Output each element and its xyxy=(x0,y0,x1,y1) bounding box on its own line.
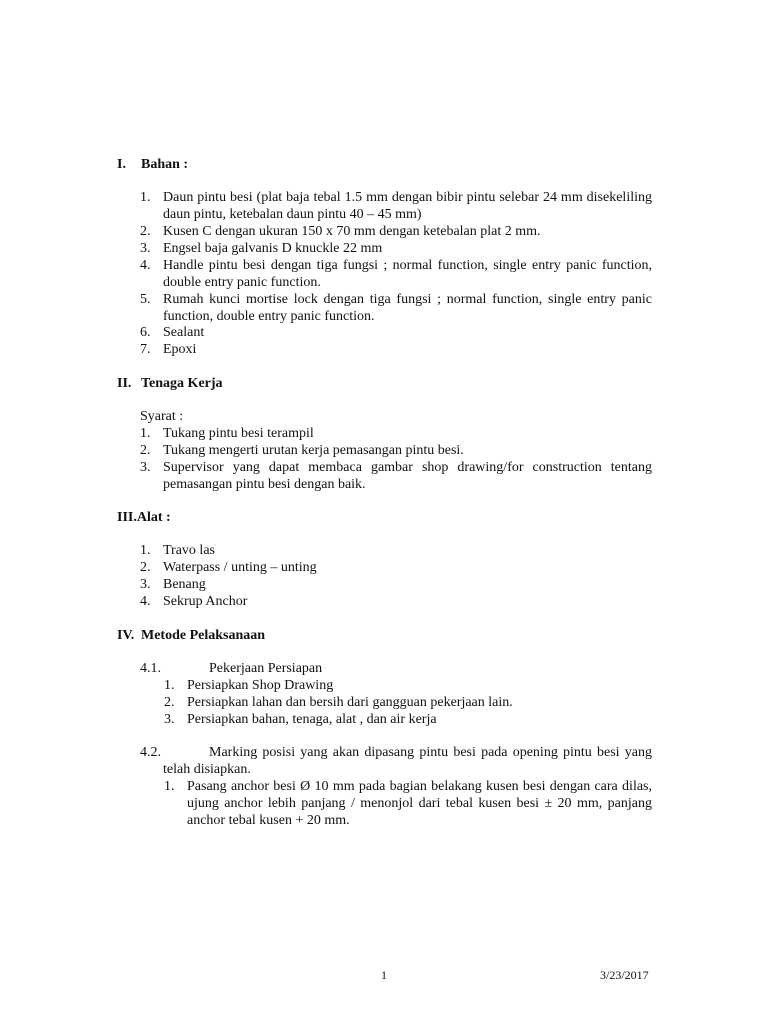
section-title: Bahan : xyxy=(141,157,189,172)
list-item xyxy=(140,341,652,358)
section-number: III. xyxy=(117,510,137,525)
list-number: 7. xyxy=(140,342,151,357)
list-text: Persiapkan lahan dan bersih dari gangguan pekerjaan lain. xyxy=(187,695,513,710)
list-number: 4. xyxy=(140,258,151,273)
list-text: Rumah kunci mortise lock dengan tiga fungsi ; normal function, single entry panic function, double entry panic function. xyxy=(163,292,652,324)
list-item xyxy=(164,711,652,728)
footer-date: 3/23/2017 xyxy=(600,968,649,982)
list-number: 2. xyxy=(140,560,151,575)
subsection-4-2 xyxy=(140,744,652,778)
list-number: 2. xyxy=(140,224,151,239)
section-title: Alat : xyxy=(136,510,171,525)
syarat-label: Syarat : xyxy=(140,409,184,424)
list-item xyxy=(140,425,652,442)
list-item xyxy=(164,677,652,694)
list-text: Sekrup Anchor xyxy=(163,594,248,609)
list-text: Engsel baja galvanis D knuckle 22 mm xyxy=(163,241,383,256)
list-text: Waterpass / unting – unting xyxy=(163,560,317,575)
list-item xyxy=(140,189,652,223)
list-item xyxy=(140,324,652,341)
list-number: 3. xyxy=(140,460,151,475)
page-number: 1 xyxy=(381,968,387,982)
list-text: Tukang mengerti urutan kerja pemasangan pintu besi. xyxy=(163,443,464,458)
list-item xyxy=(140,459,652,493)
list-text: Daun pintu besi (plat baja tebal 1.5 mm dengan bibir pintu selebar 24 mm disekeliling daun pintu, ketebalan daun pintu 40 – 45 mm) xyxy=(163,190,652,222)
subsection-number: 4.1. xyxy=(140,661,161,676)
section-heading-metode-pelaksanaan xyxy=(117,627,265,644)
list-item xyxy=(140,559,652,576)
section-title: Metode Pelaksanaan xyxy=(141,628,266,643)
section-heading-alat xyxy=(117,509,171,526)
section-heading-tenaga-kerja xyxy=(117,375,223,392)
list-item xyxy=(140,240,652,257)
list-number: 3. xyxy=(164,712,175,727)
list-number: 1. xyxy=(140,426,151,441)
subsection-text: Marking posisi yang akan dipasang pintu besi pada opening pintu besi yang telah disiapkan. xyxy=(163,745,652,777)
section-heading-bahan xyxy=(117,156,188,173)
list-item xyxy=(140,593,652,610)
list-text: Benang xyxy=(163,577,206,592)
list-text: Tukang pintu besi terampil xyxy=(163,426,314,441)
list-text: Persiapkan bahan, tenaga, alat , dan air kerja xyxy=(187,712,437,727)
section-title: Tenaga Kerja xyxy=(141,376,223,391)
list-number: 1. xyxy=(164,779,175,794)
list-item xyxy=(140,257,652,291)
list-number: 6. xyxy=(140,325,151,340)
list-number: 1. xyxy=(140,190,151,205)
list-text: Supervisor yang dapat membaca gambar shop drawing/for construction tentang pemasangan pintu besi dengan baik. xyxy=(163,460,652,492)
list-text: Handle pintu besi dengan tiga fungsi ; normal function, single entry panic function, double entry panic function. xyxy=(163,258,652,290)
subsection-number: 4.2. xyxy=(140,745,161,760)
list-item xyxy=(140,291,652,325)
section-number: I. xyxy=(117,157,126,172)
section-number: II. xyxy=(117,376,132,391)
list-number: 1. xyxy=(164,678,175,693)
list-text: Pasang anchor besi Ø 10 mm pada bagian belakang kusen besi dengan cara dilas, ujung anchor lebih panjang / menonjol dari tebal kusen besi ± 20 mm, panjang anchor tebal kusen + 20 mm. xyxy=(187,779,652,828)
list-item xyxy=(164,694,652,711)
list-text: Epoxi xyxy=(163,342,197,357)
list-number: 5. xyxy=(140,292,151,307)
list-item xyxy=(140,576,652,593)
subsection-4-1 xyxy=(140,660,652,677)
list-number: 2. xyxy=(140,443,151,458)
list-text: Kusen C dengan ukuran 150 x 70 mm dengan ketebalan plat 2 mm. xyxy=(163,224,541,239)
list-item xyxy=(140,542,652,559)
list-text: Persiapkan Shop Drawing xyxy=(187,678,334,693)
list-item xyxy=(164,778,652,829)
list-number: 2. xyxy=(164,695,175,710)
list-item xyxy=(140,223,652,240)
list-number: 4. xyxy=(140,594,151,609)
subsection-text: Pekerjaan Persiapan xyxy=(209,661,323,676)
section-number: IV. xyxy=(117,628,135,643)
list-item xyxy=(140,442,652,459)
list-number: 3. xyxy=(140,241,151,256)
list-number: 3. xyxy=(140,577,151,592)
list-number: 1. xyxy=(140,543,151,558)
list-text: Sealant xyxy=(163,325,205,340)
list-text: Travo las xyxy=(163,543,215,558)
